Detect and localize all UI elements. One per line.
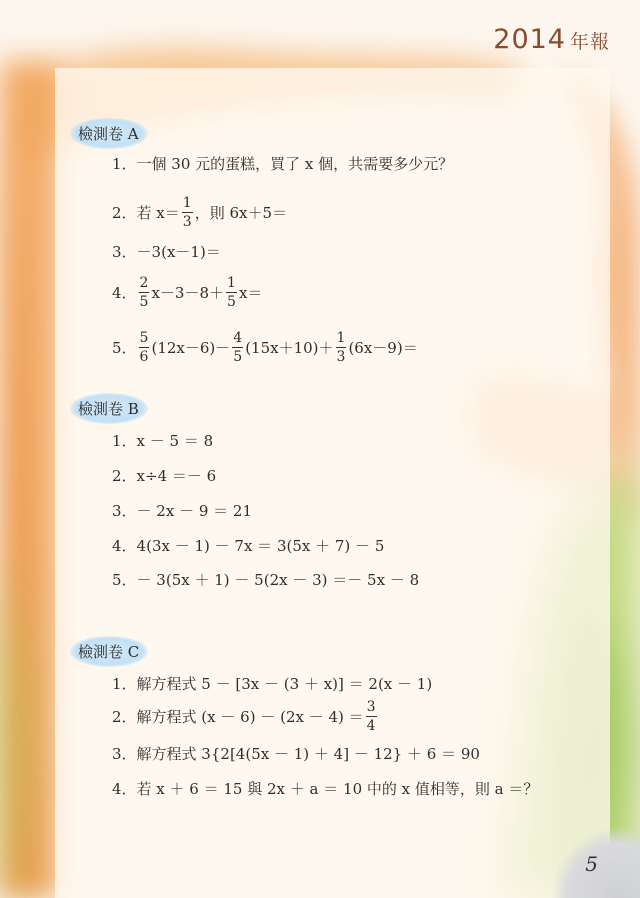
section-b-label: 檢測卷 B [70, 393, 148, 424]
c-question-2 [112, 700, 379, 733]
a-q5-prefix: 5． [112, 339, 137, 357]
c-question-4: 4．若 x ＋ 6 ＝ 15 與 2x ＋ a ＝ 10 中的 x 值相等，則 a ＝？ [112, 780, 539, 798]
section-a-label: 檢測卷 A [70, 118, 148, 149]
a-q2-suffix: ，則 6x＋5＝ [194, 204, 288, 222]
denominator: 6 [139, 349, 149, 365]
a-question-5 [112, 331, 418, 364]
a-question-3: 3．－3(x－1)＝ [112, 243, 221, 261]
fraction [232, 331, 243, 364]
denominator: 5 [233, 349, 243, 365]
denominator: 5 [227, 294, 236, 310]
numerator: 3 [366, 699, 376, 715]
fraction [226, 276, 237, 309]
c-question-3: 3．解方程式 3{2[4(5x － 1) ＋ 4] － 12} ＋ 6 ＝ 90 [112, 745, 480, 763]
fraction [336, 331, 347, 364]
numerator: 2 [139, 275, 149, 291]
denominator: 5 [139, 294, 149, 310]
fraction [139, 331, 150, 364]
b-question-4: 4．4(3x － 1) － 7x ＝ 3(5x ＋ 7) － 5 [112, 537, 385, 555]
denominator: 3 [182, 214, 192, 230]
page-number-badge [552, 828, 640, 898]
numerator: 5 [139, 330, 149, 346]
a-q5-suffix: (6x－9)＝ [348, 339, 418, 357]
a-q5-term-1: (12x－6)－ [151, 339, 231, 357]
denominator: 4 [366, 718, 376, 734]
numerator: 1 [336, 330, 346, 346]
numerator: 4 [233, 330, 243, 346]
c-question-1: 1．解方程式 5 － [3x － (3 ＋ x)] ＝ 2(x － 1) [112, 675, 433, 693]
b-question-1: 1．x － 5 ＝ 8 [112, 432, 214, 450]
numerator: 1 [182, 195, 192, 211]
fraction [366, 700, 377, 733]
a-question-1: 1．一個 30 元的蛋糕，買了 x 個，共需要多少元？ [112, 155, 454, 173]
a-q2-prefix: 2．若 x＝ [112, 204, 180, 222]
a-question-4 [112, 276, 262, 309]
year-number: 2014 [493, 24, 566, 55]
year-unit: 年報 [569, 31, 610, 53]
a-question-2 [112, 196, 287, 229]
a-q4-suffix: x＝ [238, 284, 263, 302]
section-c-label: 檢測卷 C [70, 636, 148, 667]
report-year-title [493, 24, 610, 55]
b-question-2: 2．x÷4 ＝－ 6 [112, 467, 217, 485]
a-q4-middle: x－3－8＋ [151, 284, 225, 302]
a-q5-term-2: (15x＋10)＋ [245, 339, 334, 357]
fraction [139, 276, 150, 309]
denominator: 3 [336, 349, 346, 365]
b-question-5: 5．－ 3(5x ＋ 1) － 5(2x － 3) ＝－ 5x － 8 [112, 571, 420, 589]
b-question-3: 3．－ 2x － 9 ＝ 21 [112, 502, 253, 520]
fraction [182, 196, 193, 229]
numerator: 1 [227, 275, 236, 291]
c-q2-prefix: 2．解方程式 (x － 6) － (2x － 4) ＝ [112, 708, 364, 726]
a-q4-prefix: 4． [112, 284, 137, 302]
page-number: 5 [585, 852, 598, 876]
